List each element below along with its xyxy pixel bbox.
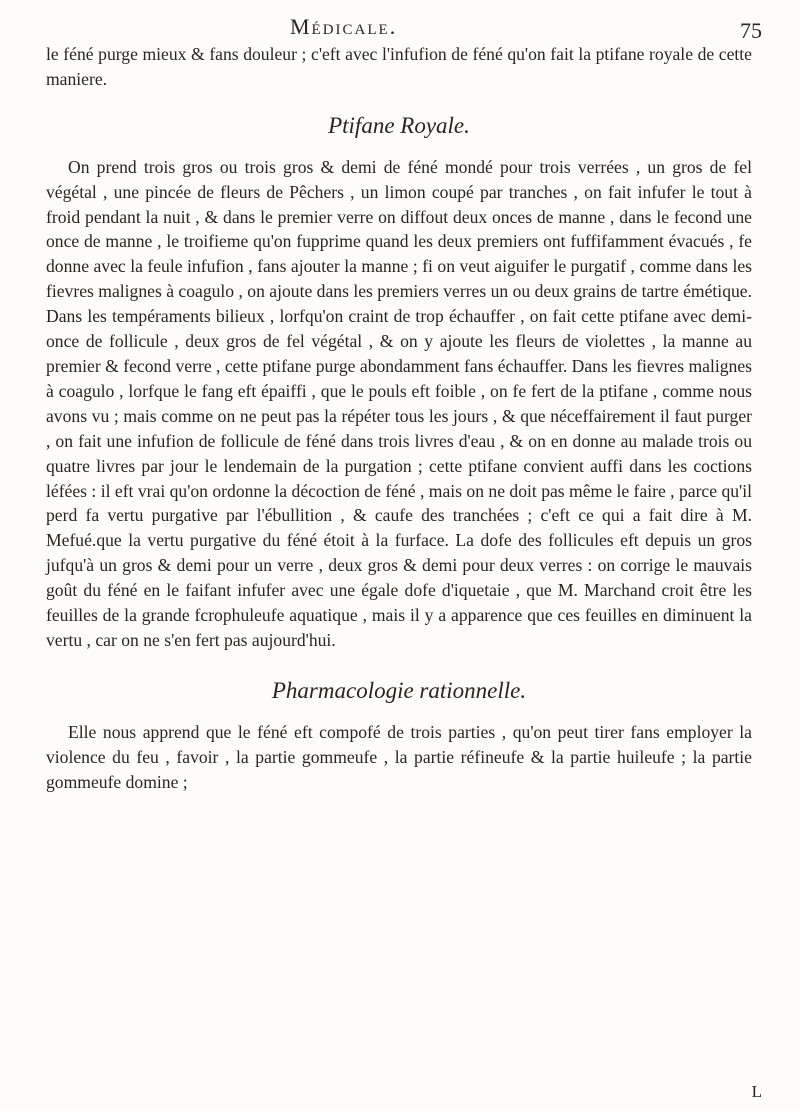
page-number: 75 bbox=[740, 18, 762, 43]
section-heading-ptisane-royale: Ptifane Royale. bbox=[328, 112, 470, 138]
running-head: Médicale. bbox=[290, 14, 398, 39]
catch-word: L bbox=[751, 1082, 762, 1101]
paragraph-recipe: On prend trois gros ou trois gros & demi de féné mondé pour trois verrées , un gros de fel végétal , une pincée de fleurs de Pêchers , un limon coupé par tranches , on fait infufer le tout à froid pendant la nuit , & dans le premier verre on diffout deux onces de manne , dans le fecond une once de manne , le troifieme qu'on fupprime quand les deux premiers ont fuffifamment évacués , fe donne avec la feule infufion , fans ajouter la manne ; fi on veut aiguifer le purgatif , comme dans les fievres malignes à coagulo , on ajoute dans les premiers verres un ou deux grains de tartre émétique. Dans les tempéraments bilieux , lorfqu'on craint de trop échauffer , on fait cette ptifane avec demi-once de follicule , deux gros de fel végétal , & on y ajoute les fleurs de violettes , la manne au premier & fecond verre , cette ptifane purge abondamment fans échauffer. Dans les fievres malignes à coagulo , lorfque le fang eft épaiffi , que le pouls eft foible , on fe fert de la ptifane , comme nous avons vu ; mais comme on ne peut pas la répéter tous les jours , & que néceffairement il faut purger , on fait une infufion de follicule de féné dans trois livres d'eau , & on en donne au malade trois ou quatre livres par jour le lendemain de la purgation ; cette ptifane convient auffi dans les coctions léfées : il eft vrai qu'on ordonne la décoction de féné , mais on ne doit pas même le faire , parce qu'il perd fa vertu purgative par l'ébullition , & caufe des tranchées ; c'eft ce qui a fait dire à M. Mefué.que la vertu purgative du féné étoit à la furface. La dofe des follicules eft depuis un gros jufqu'à un gros & demi pour un verre , deux gros & demi pour deux verres : on corrige le mauvais goût du féné en le faifant infufer avec une égale dofe d'iquetaie , que M. Marchand croit être les feuilles de la grande fcrophuleufe aquatique , mais il y a apparence que ces feuilles en diminuent la vertu , car on ne s'en fert pas aujourd'hui. bbox=[46, 156, 752, 650]
body-text bbox=[46, 42, 752, 794]
paragraph-intro: le féné purge mieux & fans douleur ; c'eft avec l'infufion de féné qu'on fait la ptifane royale de cette maniere. bbox=[46, 44, 752, 89]
paragraph-pharmacologie: Elle nous apprend que le féné eft compofé de trois parties , qu'on peut tirer fans employer la violence du feu , favoir , la partie gommeufe , la partie réfineufe & la partie huileufe ; la partie gommeufe domine ; bbox=[46, 721, 752, 792]
section-heading-pharmacologie: Pharmacologie rationnelle. bbox=[271, 677, 527, 703]
